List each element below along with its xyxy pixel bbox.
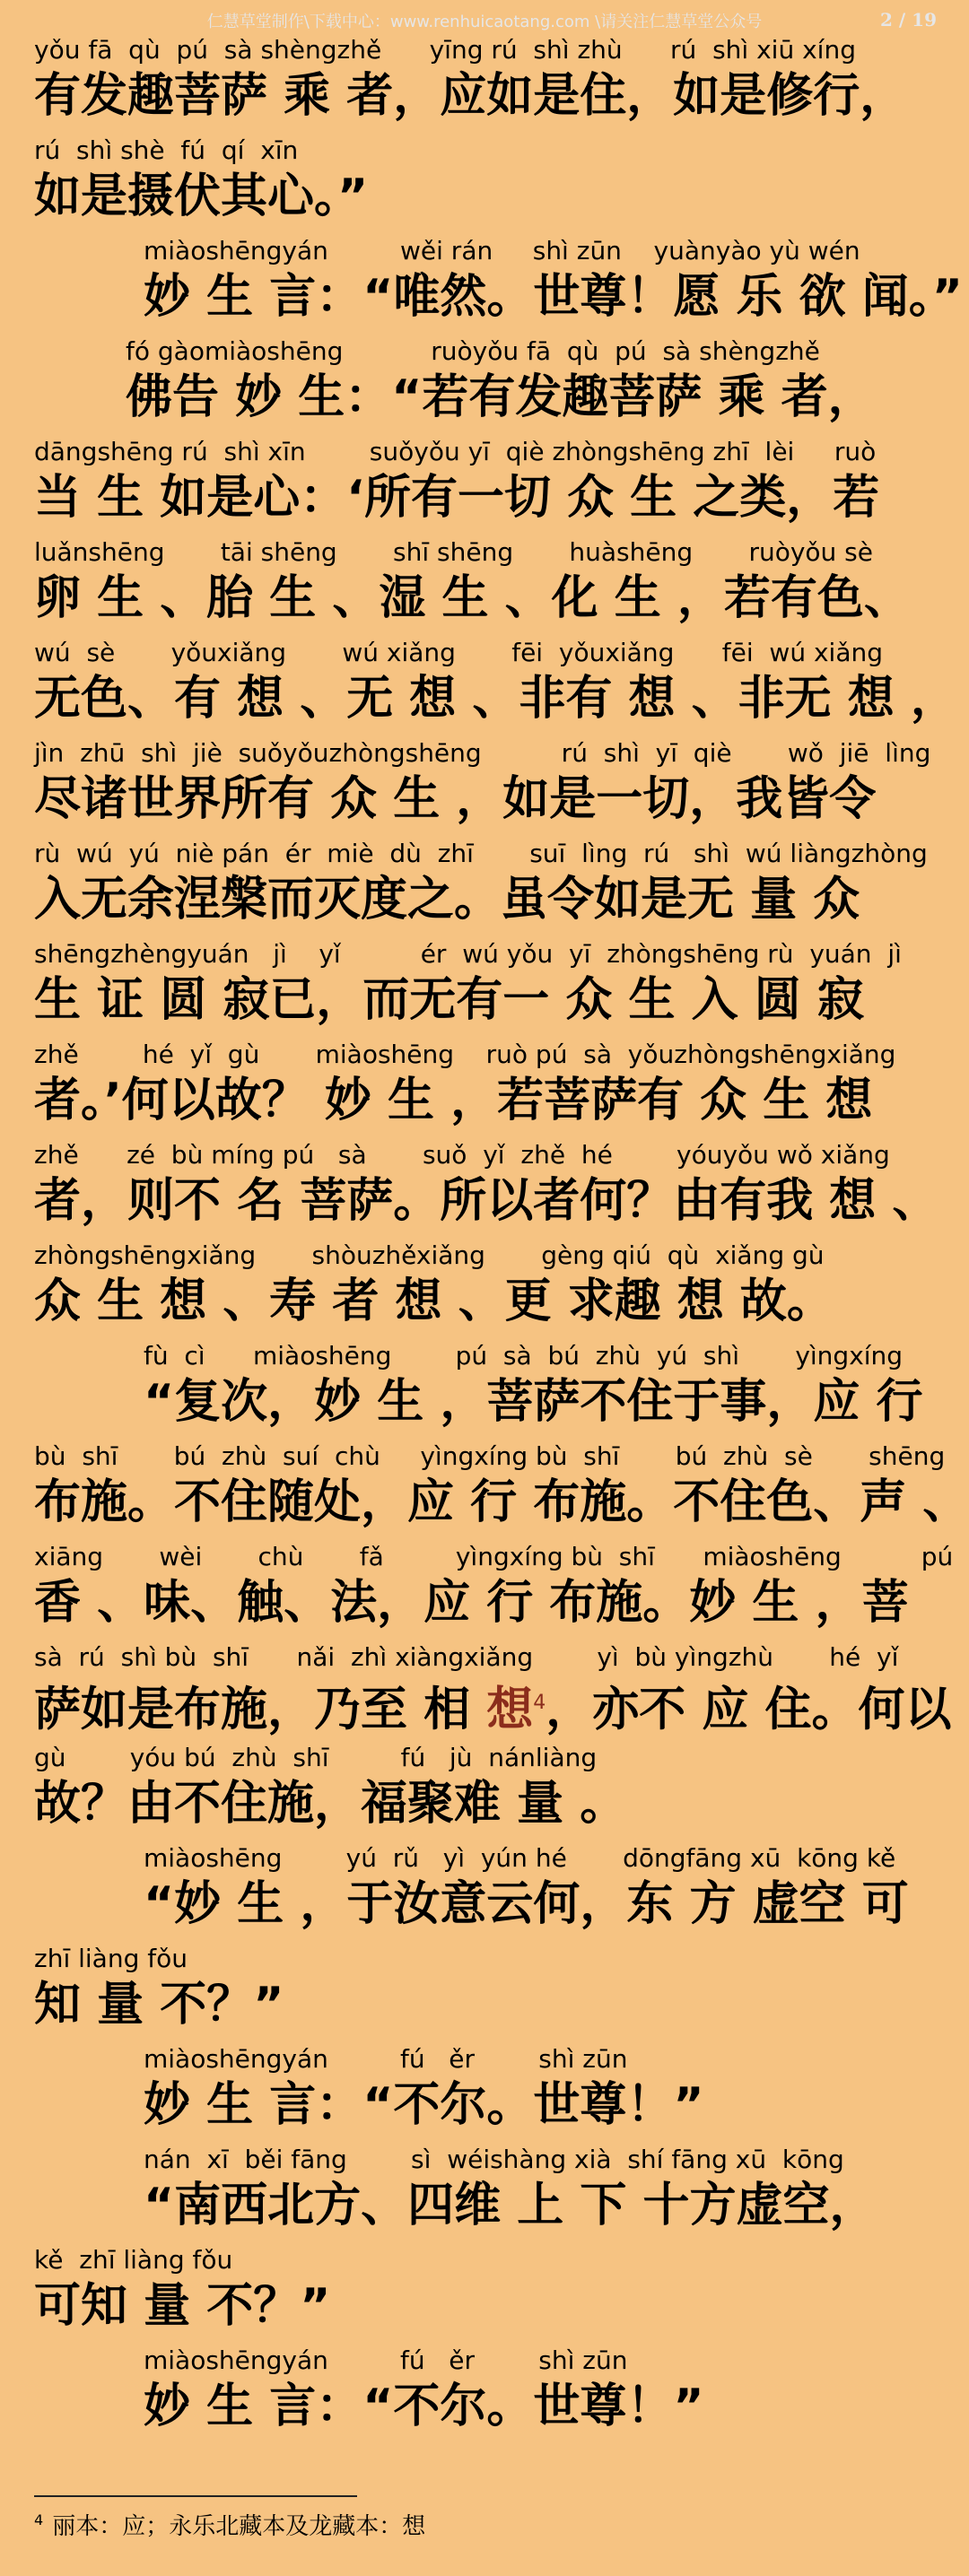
hanzi-row: 如是摄伏其心。”: [34, 170, 369, 223]
hanzi-row: 可知 量 不？”: [34, 2279, 331, 2333]
pinyin-row: dāngshēng rú shì xīn suǒyǒu yī qiè zhòngshēng zhī lèi ruò: [34, 437, 877, 466]
footnote-text: 丽本：应；永乐北藏本及龙藏本：想: [52, 2513, 426, 2540]
pinyin-row: shēngzhèngyuán jì yǐ ér wú yǒu yī zhòngshēng rù yuán jì: [34, 939, 902, 969]
pinyin-row: fó gàomiàoshēng ruòyǒu fā qù pú sà shèngzhě: [126, 336, 820, 366]
hanzi-row: 知 量 不？”: [34, 1978, 284, 2032]
pinyin-row: yǒu fā qù pú sà shèngzhě yīng rú shì zhù rú shì xiū xíng: [34, 35, 856, 65]
pinyin-row: zhī liàng fǒu: [34, 1944, 188, 1973]
hanzi-row: 尽诸世界所有 众 生 ，如是一切，我皆令: [34, 772, 877, 826]
pinyin-row: zhě hé yǐ gù miàoshēng ruò pú sà yǒuzhòngshēngxiǎng: [34, 1040, 896, 1069]
pinyin-row: miàoshēngyán wěi rán shì zūn yuànyào yù wén: [144, 236, 860, 265]
footnote-divider: [34, 2495, 357, 2497]
footnote: [34, 2508, 425, 2541]
hanzi-row: 众 生 想 、寿 者 想 、更 求趣 想 故。: [34, 1275, 834, 1328]
hanzi-row: 无色、有 想 、无 想 、非有 想 、非无 想 ，: [34, 672, 957, 726]
hanzi-row: 妙 生 言：“不尔。世尊！”: [144, 2380, 704, 2433]
hanzi-row: 当 生 如是心：‘所有一切 众 生 之类，若: [34, 471, 880, 525]
hanzi-row: 布施。不住随处，应 行 布施。不住色、声 、: [34, 1475, 969, 1529]
pinyin-row: zhě zé bù míng pú sà suǒ yǐ zhě hé yóuyǒu wǒ xiǎng: [34, 1140, 890, 1170]
hanzi-row: 有发趣菩萨 乘 者，应如是住，如是修行，: [34, 69, 907, 123]
pinyin-row: rú shì shè fú qí xīn: [34, 135, 299, 165]
pinyin-row: bù shī bú zhù suí chù yìngxíng bù shī bú zhù sè shēng: [34, 1441, 946, 1471]
pinyin-row: luǎnshēng tāi shēng shī shēng huàshēng ruòyǒu sè: [34, 537, 873, 567]
pinyin-row: zhòngshēngxiǎng shòuzhěxiǎng gèng qiú qù xiǎng gù: [34, 1240, 825, 1270]
hanzi-row: 卵 生 、胎 生 、湿 生 、化 生 ，若有色、: [34, 571, 911, 625]
hanzi-row: “复次，妙 生 ，菩萨不住于事，应 行: [144, 1375, 923, 1429]
hanzi-row: 入无余涅槃而灭度之。虽令如是无 量 众: [34, 873, 860, 927]
page-number: 2 / 19: [880, 9, 937, 30]
pinyin-row: jìn zhū shì jiè suǒyǒuzhòngshēng rú shì yī qiè wǒ jiē lìng: [34, 738, 931, 768]
hanzi-row: “南西北方、四维 上 下 十方虚空，: [144, 2179, 877, 2232]
hanzi-row: 香 、味、触、法，应 行 布施。妙 生 ，菩: [34, 1576, 909, 1630]
pinyin-row: miàoshēngyán fú ěr shì zūn: [144, 2345, 628, 2375]
hanzi-row: 故？由不住施，福聚难 量 。: [34, 1777, 627, 1831]
footnote-ref[interactable]: 4: [533, 1692, 546, 1714]
header-title: 仁慧草堂制作\下载中心：www.renhuicaotang.com \请关注仁慧草堂公众号: [206, 13, 763, 31]
hanzi-row: 者。’何以故？ 妙 生 ，若菩萨有 众 生 想: [34, 1074, 873, 1127]
pinyin-row: sà rú shì bù shī nǎi zhì xiàngxiǎng yì bù yìngzhù hé yǐ: [34, 1642, 899, 1672]
pinyin-row: miàoshēng yú rǔ yì yún hé dōngfāng xū kōng kě: [144, 1843, 896, 1873]
pinyin-row: rù wú yú niè pán ér miè dù zhī suī lìng rú shì wú liàngzhòng: [34, 839, 928, 868]
highlighted-variant-char: 想: [486, 1683, 534, 1737]
pinyin-row: nán xī běi fāng sì wéishàng xià shí fāng xū kōng: [144, 2145, 844, 2174]
hanzi-row: 妙 生 言：“不尔。世尊！”: [144, 2078, 704, 2132]
hanzi-row: 妙 生 言：“唯然。世尊！愿 乐 欲 闻。”: [144, 270, 963, 324]
pinyin-row: xiāng wèi chù fǎ yìngxíng bù shī miàoshēng pú: [34, 1542, 954, 1571]
pinyin-row: fù cì miàoshēng pú sà bú zhù yú shì yìngxíng: [144, 1341, 904, 1371]
hanzi-row: 者，则不 名 菩萨。所以者何？由有我 想 、: [34, 1174, 939, 1228]
pinyin-row: gù yóu bú zhù shī fú jù nánliàng: [34, 1743, 598, 1772]
pinyin-row: wú sè yǒuxiǎng wú xiǎng fēi yǒuxiǎng fēi wú xiǎng: [34, 638, 883, 667]
hanzi-row: 萨如是布施，乃至 相 想$^4$，亦不 应 住。何以: [34, 1683, 952, 1737]
hanzi-row: 生 证 圆 寂已，而无有一 众 生 入 圆 寂: [34, 973, 864, 1027]
pinyin-row: miàoshēngyán fú ěr shì zūn: [144, 2044, 628, 2074]
hanzi-row: 佛告 妙 生：“若有发趣菩萨 乘 者，: [126, 370, 875, 424]
footnote-mark: 4: [34, 2511, 44, 2529]
pinyin-row: kě zhī liàng fǒu: [34, 2245, 233, 2275]
hanzi-row: “妙 生 ，于汝意云何，东 方 虚空 可: [144, 1877, 909, 1931]
